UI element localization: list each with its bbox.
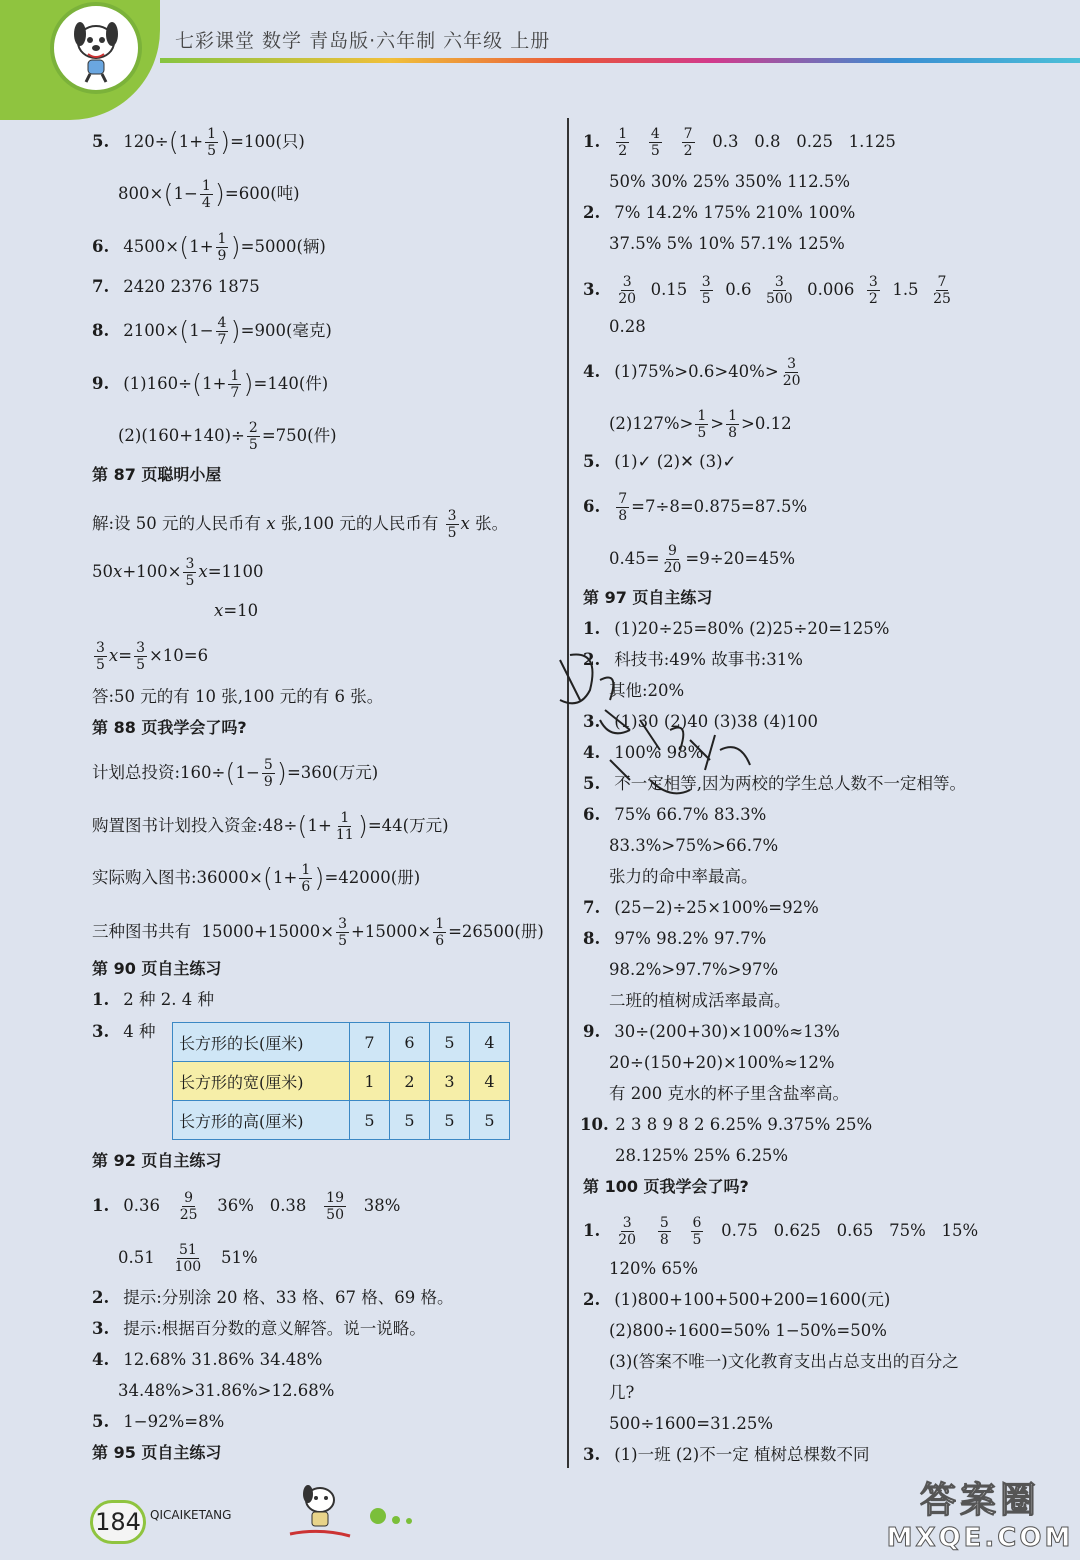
- decorative-dots: [370, 1508, 418, 1528]
- answer-95-3b: 0.28: [609, 317, 646, 336]
- row-label: 长方形的长(厘米): [173, 1023, 350, 1062]
- table-row: [173, 1023, 510, 1062]
- answer-6: 6. 4500×(1+ $\frac{1}{9}$ )=5000(辆): [92, 231, 326, 264]
- answer-92-1a: 1. 0.36 $\frac{9}{25}$ 36% 0.38 $\frac{19}{50}$ 38%: [92, 1190, 401, 1223]
- answer-97-6b: 83.3%>75%>66.7%: [609, 836, 779, 855]
- answer-97-2b: 其他:20%: [609, 681, 685, 700]
- table-row: [173, 1062, 510, 1101]
- answer-9b: (2)(160+140)÷ $\frac{2}{5}$ =750(件): [118, 420, 337, 453]
- answer-9a: 9. (1)160÷(1+ $\frac{1}{7}$ )=140(件): [92, 368, 329, 401]
- answer-97-6c: 张力的命中率最高。: [609, 867, 758, 886]
- answer-95-5: 5. (1)✓ (2)✕ (3)✓: [583, 452, 737, 471]
- table-cell: 5: [470, 1101, 510, 1140]
- solution-line-2: 50x+100× $\frac{3}{5}$ x=1100: [92, 556, 264, 589]
- watermark-line1: 答案圈: [919, 1480, 1040, 1521]
- section-heading-p87: 第 87 页聪明小屋: [92, 465, 222, 484]
- solution-line-4: $\frac{3}{5}$ x= $\frac{3}{5}$ ×10=6: [96, 640, 209, 673]
- table-cell: 7: [350, 1023, 390, 1062]
- book-funds: 购置图书计划投入资金:48÷(1+ $\frac{1}{11}$ )=44(万元): [92, 810, 449, 843]
- table-cell: 6: [390, 1023, 430, 1062]
- page-number: 184: [90, 1500, 146, 1544]
- answer-97-8c: 二班的植树成活率最高。: [609, 991, 791, 1010]
- section-heading-p95: 第 95 页自主练习: [92, 1443, 222, 1462]
- three-books-total: 三种图书共有 15000+15000× $\frac{3}{5}$ +15000× $\frac{1}{6}$ =26500(册): [92, 916, 544, 949]
- section-heading-p97: 第 97 页自主练习: [583, 588, 713, 607]
- section-heading-p88: 第 88 页我学会了吗?: [92, 718, 247, 737]
- answer-100-2a: 2. (1)800+100+500+200=1600(元): [583, 1290, 891, 1309]
- answer-92-4a: 4. 12.68% 31.86% 34.48%: [92, 1350, 323, 1369]
- answer-97-3: 3. (1)30 (2)40 (3)38 (4)100: [583, 712, 818, 731]
- answer-5a: 5. 120÷(1+ $\frac{1}{5}$ )=100(只): [92, 126, 305, 159]
- answer-92-4b: 34.48%>31.86%>12.68%: [118, 1381, 335, 1400]
- answer-90-1: 1. 2 种 2. 4 种: [92, 990, 214, 1009]
- table-row: [173, 1101, 510, 1140]
- answer-97-9c: 有 200 克水的杯子里含盐率高。: [609, 1084, 849, 1103]
- table-cell: 5: [350, 1101, 390, 1140]
- answer-100-2e: 500÷1600=31.25%: [609, 1414, 774, 1433]
- table-cell: 4: [470, 1062, 510, 1101]
- answer-97-10b: 28.125% 25% 6.25%: [615, 1146, 788, 1165]
- answer-100-1b: 120% 65%: [609, 1259, 699, 1278]
- answer-95-2a: 2. 7% 14.2% 175% 210% 100%: [583, 203, 856, 222]
- answer-95-1a: 1. $\frac{1}{2}$ $\frac{4}{5}$ $\frac{7}{2}$ 0.3 0.8 0.25 1.125: [583, 126, 896, 159]
- answer-95-6b: 0.45= $\frac{9}{20}$ =9÷20=45%: [609, 543, 796, 576]
- answer-97-8a: 8. 97% 98.2% 97.7%: [583, 929, 767, 948]
- handwriting-scribble: [540, 640, 780, 820]
- solution-answer: 答:50 元的有 10 张,100 元的有 6 张。: [92, 687, 384, 706]
- actual-books: 实际购入图书:36000×(1+ $\frac{1}{6}$ )=42000(册): [92, 862, 421, 895]
- answer-97-4: 4. 100% 98%: [583, 743, 704, 762]
- rectangle-dimensions-table: [172, 1022, 510, 1140]
- dog-mascot-icon: [60, 12, 132, 84]
- watermark-line2: MXQE.COM: [886, 1523, 1074, 1553]
- solution-line-3: x=10: [214, 601, 259, 620]
- footer-brand: QICAIKETANG: [150, 1508, 232, 1522]
- rainbow-rule: [160, 58, 1080, 63]
- site-watermark: [880, 1472, 1080, 1560]
- answer-90-3: 3. 4 种: [92, 1022, 156, 1041]
- table-cell: 5: [430, 1023, 470, 1062]
- table-cell: 2: [390, 1062, 430, 1101]
- footer-mascot-icon: [280, 1478, 360, 1548]
- answer-97-8b: 98.2%>97.7%>97%: [609, 960, 779, 979]
- answer-92-5: 5. 1−92%=8%: [92, 1412, 225, 1431]
- answer-92-3: 3. 提示:根据百分数的意义解答。说一说略。: [92, 1319, 426, 1338]
- answer-95-3a: 3. $\frac{3}{20}$ 0.15 $\frac{3}{5}$ 0.6 $\frac{3}{500}$ 0.006 $\frac{3}{2}$ 1.5 $\frac{7}{25}$: [583, 274, 951, 307]
- table-cell: 3: [430, 1062, 470, 1101]
- table-cell: 5: [430, 1101, 470, 1140]
- page-header: [0, 0, 1080, 110]
- table-cell: 1: [350, 1062, 390, 1101]
- answer-5b: 800×(1− $\frac{1}{4}$ )=600(吨): [118, 178, 300, 211]
- answer-97-9a: 9. 30÷(200+30)×100%≈13%: [583, 1022, 840, 1041]
- answer-95-4b: (2)127%> $\frac{1}{5}$ > $\frac{1}{8}$ >0.12: [609, 408, 792, 441]
- answer-95-2b: 37.5% 5% 10% 57.1% 125%: [609, 234, 845, 253]
- answer-100-3: 3. (1)一班 (2)不一定 植树总棵数不同: [583, 1445, 870, 1464]
- answer-97-6a: 6. 75% 66.7% 83.3%: [583, 805, 767, 824]
- row-label: 长方形的宽(厘米): [173, 1062, 350, 1101]
- answer-97-5: 5. 不一定相等,因为两校的学生总人数不一定相等。: [583, 774, 966, 793]
- answer-97-9b: 20÷(150+20)×100%≈12%: [609, 1053, 835, 1072]
- answer-100-2c: (3)(答案不唯一)文化教育支出占总支出的百分之: [609, 1352, 959, 1371]
- book-title: 七彩课堂 数学 青岛版·六年制 六年级 上册: [175, 30, 551, 52]
- answer-8: 8. 2100×(1− $\frac{4}{7}$ )=900(毫克): [92, 315, 332, 348]
- answer-7: 7. 2420 2376 1875: [92, 277, 260, 296]
- answer-100-2d: 几?: [609, 1383, 635, 1402]
- row-label: 长方形的高(厘米): [173, 1101, 350, 1140]
- table-cell: 5: [390, 1101, 430, 1140]
- mascot-logo: [50, 2, 142, 94]
- section-heading-p90: 第 90 页自主练习: [92, 959, 222, 978]
- plan-investment: 计划总投资:160÷(1− $\frac{5}{9}$ )=360(万元): [92, 757, 379, 790]
- answer-97-10a: 10. 2 3 8 9 8 2 6.25% 9.375% 25%: [580, 1115, 873, 1134]
- answer-95-1b: 50% 30% 25% 350% 112.5%: [609, 172, 851, 191]
- solution-line-1: 解:设 50 元的人民币有 x 张,100 元的人民币有 $\frac{3}{5}$ x 张。: [92, 508, 509, 541]
- section-heading-p92: 第 92 页自主练习: [92, 1151, 222, 1170]
- answer-95-6a: 6. $\frac{7}{8}$ =7÷8=0.875=87.5%: [583, 491, 808, 524]
- answer-97-1: 1. (1)20÷25=80% (2)25÷20=125%: [583, 619, 890, 638]
- answer-95-4a: 4. (1)75%>0.6>40%> $\frac{3}{20}$: [583, 356, 801, 389]
- answer-92-1b: 0.51 $\frac{51}{100}$ 51%: [118, 1242, 258, 1275]
- answer-100-1a: 1. $\frac{3}{20}$ $\frac{5}{8}$ $\frac{6}{5}$ 0.75 0.625 0.65 75% 15%: [583, 1215, 979, 1248]
- answer-92-2: 2. 提示:分别涂 20 格、33 格、67 格、69 格。: [92, 1288, 454, 1307]
- table-cell: 4: [470, 1023, 510, 1062]
- answer-97-7: 7. (25−2)÷25×100%=92%: [583, 898, 819, 917]
- answer-100-2b: (2)800÷1600=50% 1−50%=50%: [609, 1321, 887, 1340]
- section-heading-p100: 第 100 页我学会了吗?: [583, 1177, 749, 1196]
- answer-97-2a: 2. 科技书:49% 故事书:31%: [583, 650, 803, 669]
